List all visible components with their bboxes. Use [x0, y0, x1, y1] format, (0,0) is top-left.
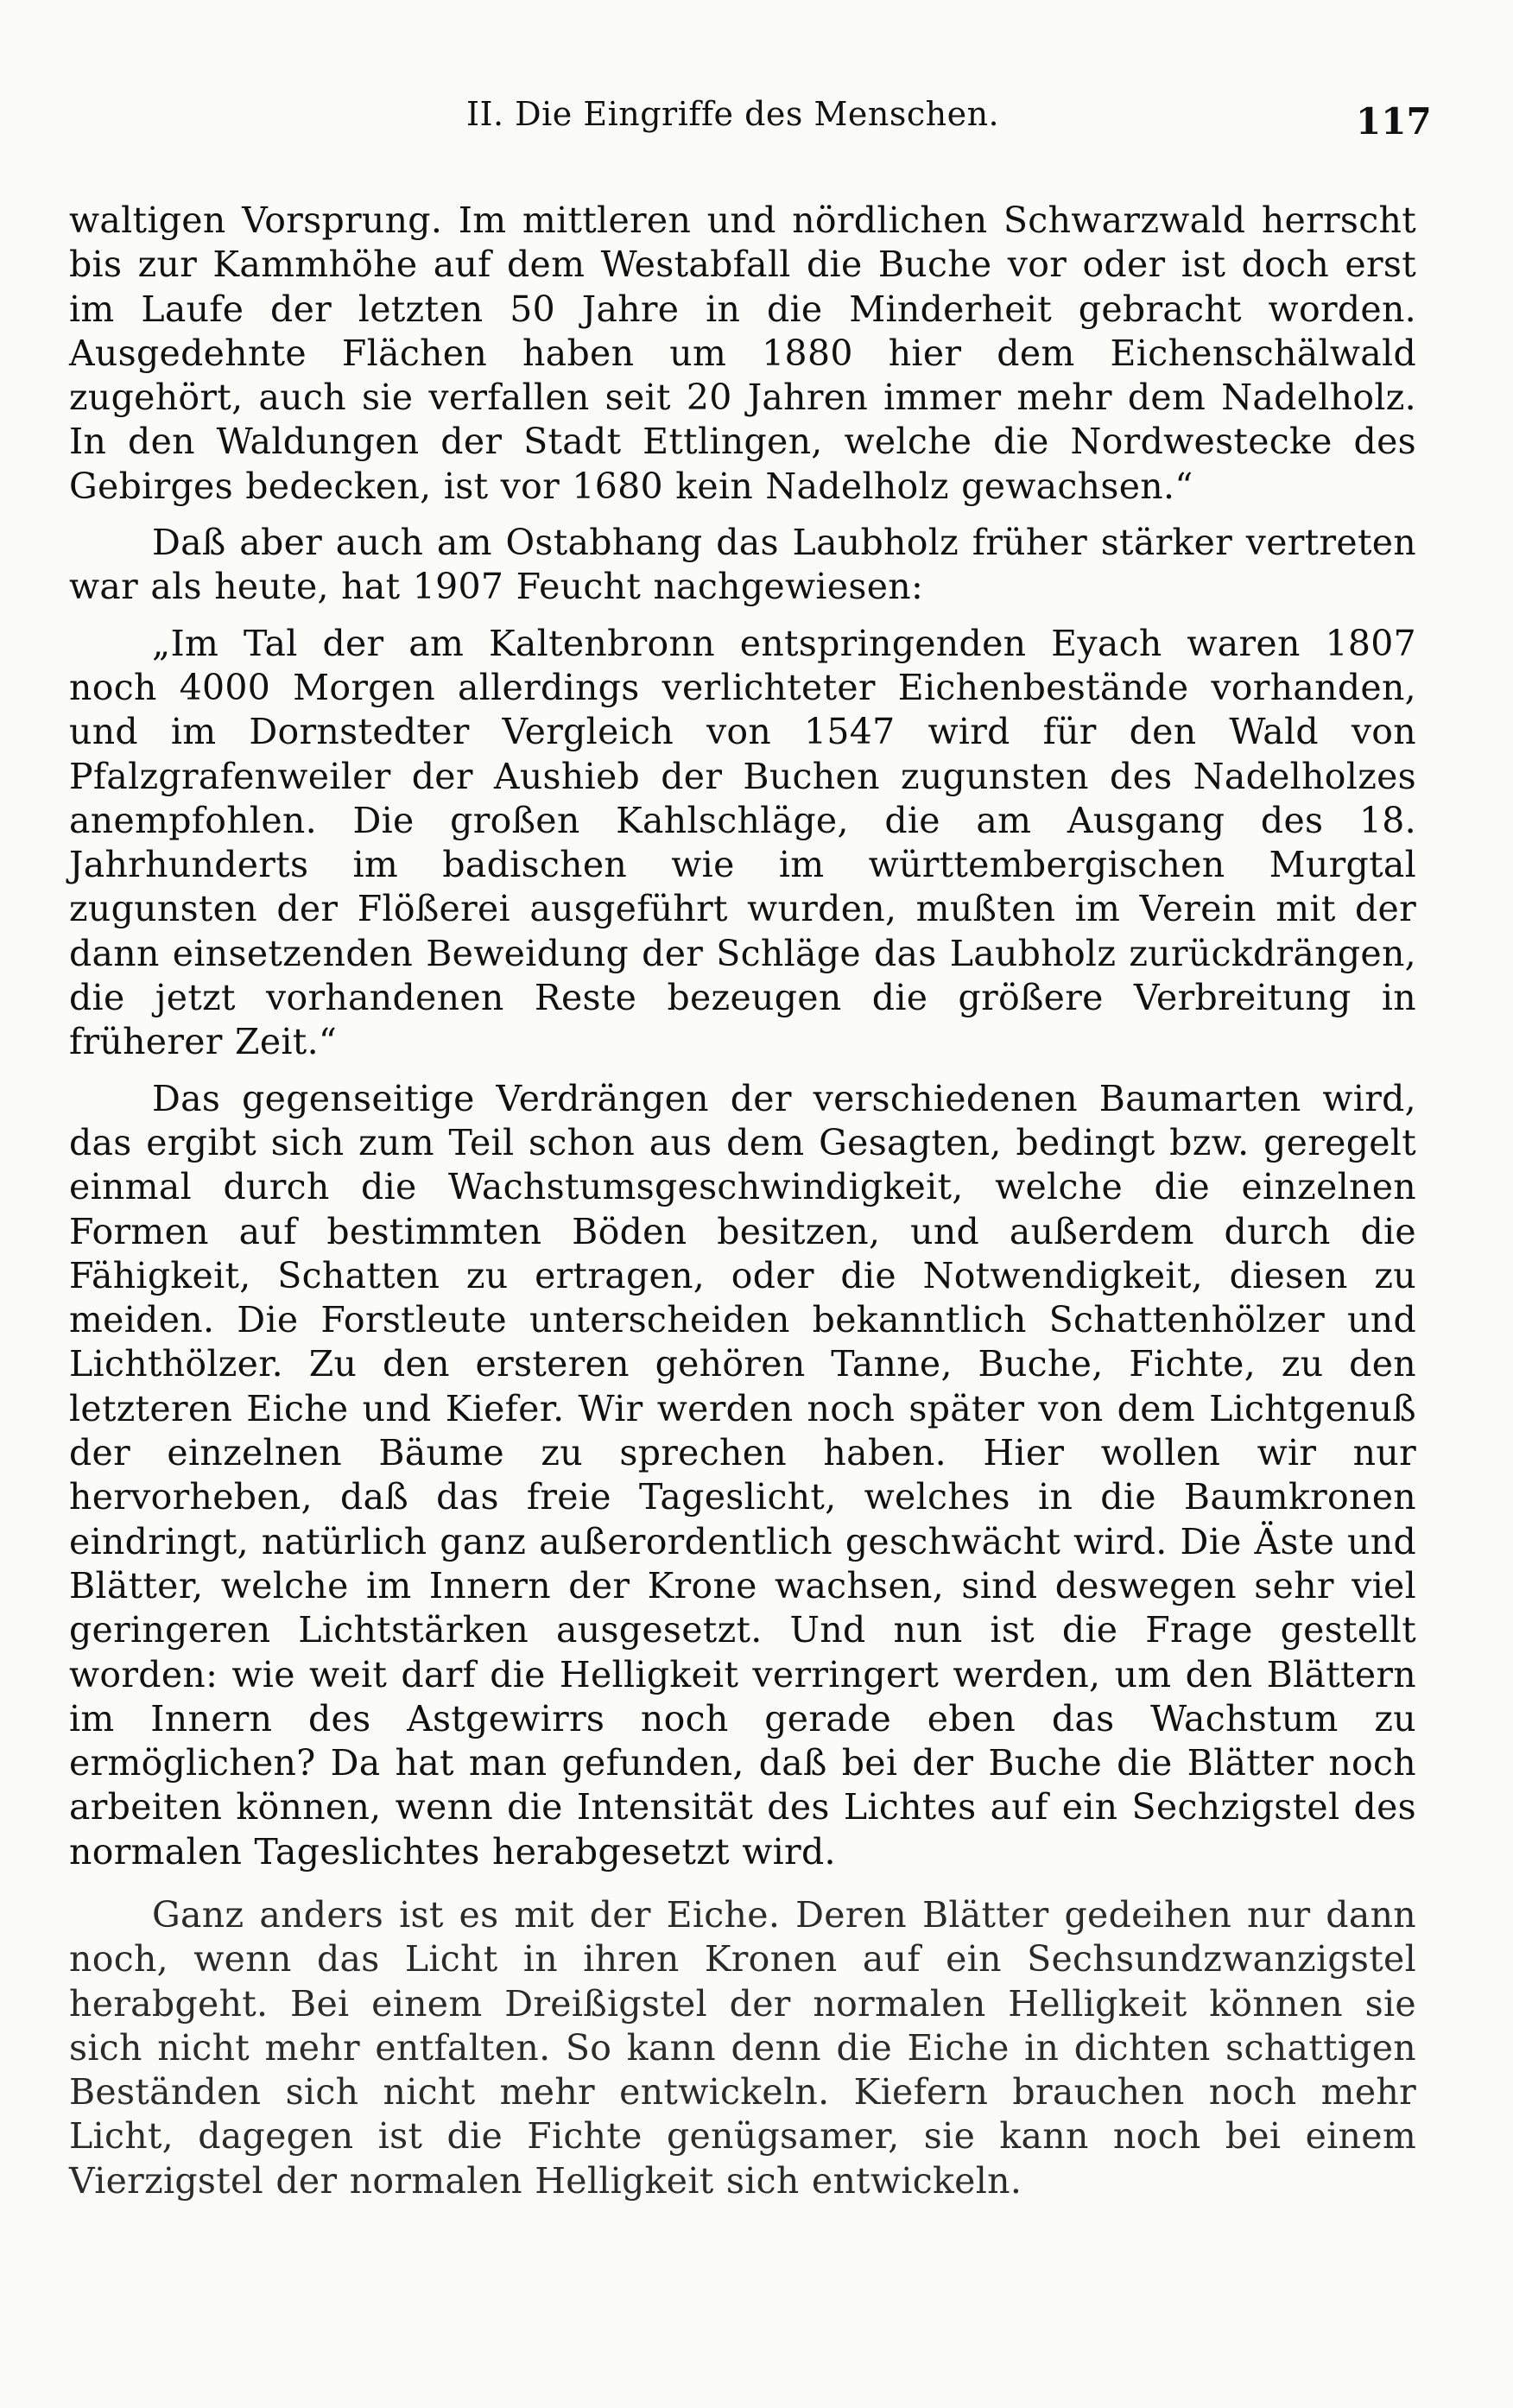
running-title: II. Die Eingriffe des Menschen. [466, 95, 1000, 133]
page-number: 117 [1356, 100, 1432, 143]
paragraph-feucht-intro: Daß aber auch am Ostabhang das Laubholz früher stärker vertreten war als heute, hat 1907 Feucht nachgewiesen: [69, 522, 1416, 608]
paragraph-continuation: waltigen Vorsprung. Im mittleren und nördlichen Schwarzwald herrscht bis zur Kammhöhe auf dem Westabfall die Buche vor oder ist doch erst im Laufe der letzten 50 Jahre in die Minderheit gebracht worden. Ausgedehnte Flächen haben um 1880 hier dem Eichenschälwald zugehört, auch sie verfallen seit 20 Jahren immer mehr dem Nadelholz. In den Waldungen der Stadt Ettlingen, welche die Nordwestecke des Gebirges bedecken, ist vor 1680 kein Nadelholz gewachsen.“ [69, 200, 1416, 507]
paragraph-shade-tolerance: Das gegenseitige Verdrängen der verschiedenen Baumarten wird, das ergibt sich zum Teil schon aus dem Gesagten, bedingt bzw. geregelt einmal durch die Wachstumsgeschwindigkeit, welche die einzelnen Formen auf bestimmten Böden besitzen, und außerdem durch die Fähigkeit, Schatten zu ertragen, oder die Notwendigkeit, diesen zu meiden. Die Forstleute unterscheiden bekanntlich Schattenhölzer und Lichthölzer. Zu den ersteren gehören Tanne, Buche, Fichte, zu den letzteren Eiche und Kiefer. Wir werden noch später von dem Lichtgenuß der einzelnen Bäume zu sprechen haben. Hier wollen wir nur hervorheben, daß das freie Tageslicht, welches in die Baumkronen eindringt, natürlich ganz außerordentlich geschwächt wird. Die Äste und Blätter, welche im Innern der Krone wachsen, sind deswegen sehr viel geringeren Lichtstärken ausgesetzt. Und nun ist die Frage gestellt worden: wie weit darf die Helligkeit verringert werden, um den Blättern im Innern des Astgewirrs noch gerade eben das Wachstum zu ermöglichen? Da hat man gefunden, daß bei der Buche die Blätter noch arbeiten können, wenn die Intensität des Lichtes auf ein Sechzigstel des normalen Tageslichtes herabgesetzt wird. [69, 1077, 1416, 1873]
body-text [69, 199, 1416, 2203]
paragraph-quotation: „Im Tal der am Kaltenbronn entspringenden Eyach waren 1807 noch 4000 Morgen allerdings verlichteter Eichenbestände vorhanden, und im Dornstedter Vergleich von 1547 wird für den Wald von Pfalzgrafenweiler der Aushieb der Buchen zugunsten des Nadelholzes anempfohlen. Die großen Kahlschläge, die am Ausgang des 18. Jahrhunderts im badischen wie im württembergischen Murgtal zugunsten der Flößerei ausgeführt wurden, mußten im Verein mit der dann einsetzenden Beweidung der Schläge das Laubholz zurückdrängen, die jetzt vorhandenen Reste bezeugen die größere Verbreitung in früherer Zeit.“ [69, 622, 1416, 1063]
running-head [0, 95, 1513, 147]
paragraph-oak-light: Ganz anders ist es mit der Eiche. Deren Blätter gedeihen nur dann noch, wenn das Licht in ihren Kronen auf ein Sechsundzwanzigstel herabgeht. Bei einem Dreißigstel der normalen Helligkeit können sie sich nicht mehr entfalten. So kann denn die Eiche in dichten schattigen Beständen sich nicht mehr entwickeln. Kiefern brauchen noch mehr Licht, dagegen ist die Fichte genügsamer, sie kann noch bei einem Vierzigstel der normalen Helligkeit sich entwickeln. [69, 1893, 1416, 2202]
